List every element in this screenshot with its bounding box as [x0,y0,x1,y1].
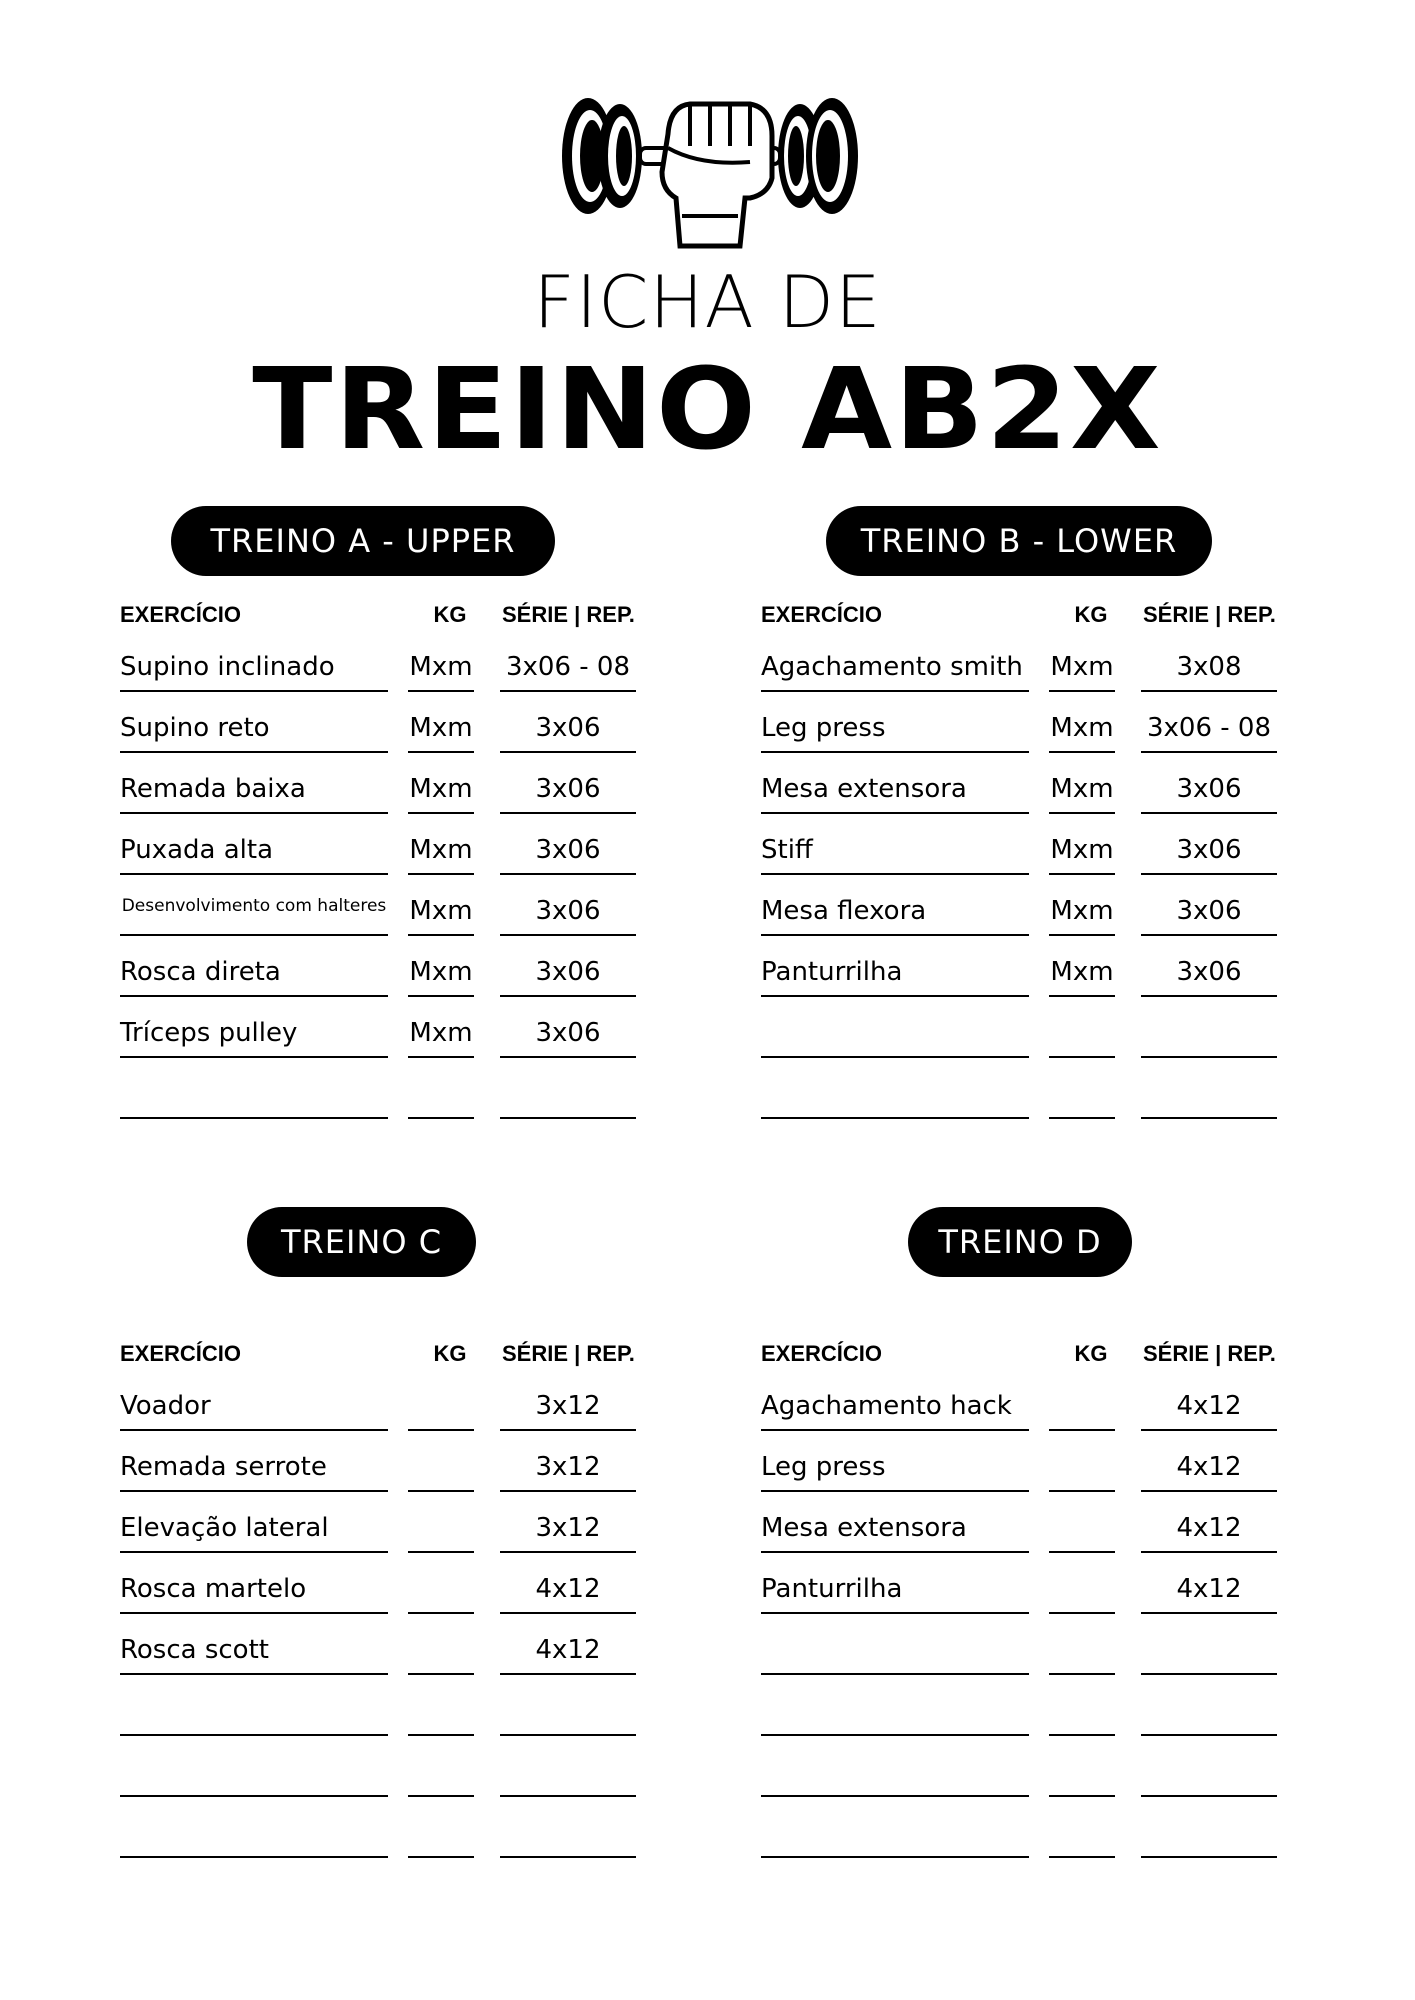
kg-cell[interactable]: Mxm [1049,955,1115,997]
exercise-cell[interactable]: Elevação lateral [120,1511,388,1553]
sets-cell[interactable]: 3x06 - 08 [500,650,636,692]
kg-cell[interactable] [1049,1511,1115,1553]
kg-cell[interactable]: Mxm [408,894,474,936]
exercise-cell[interactable] [120,1694,388,1736]
title-line-2: TREINO AB2X [252,345,1163,475]
kg-cell[interactable] [408,1755,474,1797]
sets-cell[interactable]: 3x06 [1141,894,1277,936]
table-row [120,652,700,692]
exercise-cell[interactable] [761,1755,1029,1797]
exercise-cell[interactable] [761,1694,1029,1736]
sets-cell[interactable]: 4x12 [1141,1450,1277,1492]
kg-cell[interactable]: Mxm [408,833,474,875]
exercise-cell[interactable]: Agachamento smith [761,650,1029,692]
exercise-cell[interactable] [761,1077,1029,1119]
sets-cell[interactable] [500,1755,636,1797]
sets-cell[interactable]: 3x06 [500,1016,636,1058]
table-row [120,1018,700,1058]
table-row [120,1818,700,1858]
table-row [761,1391,1341,1431]
kg-cell[interactable] [1049,1755,1115,1797]
table-row [120,1574,700,1614]
table-row [120,1452,700,1492]
kg-cell[interactable] [1049,1450,1115,1492]
title-line-1: FICHA DE [533,260,882,344]
column-header-exercise: EXERCÍCIO [761,602,883,627]
workout-b-pill: TREINO B - LOWER [826,506,1212,576]
kg-cell[interactable] [408,1572,474,1614]
sets-cell[interactable]: 3x06 [1141,772,1277,814]
exercise-cell[interactable]: Remada serrote [120,1450,388,1492]
table-row [761,1452,1341,1492]
kg-cell[interactable]: Mxm [408,772,474,814]
kg-cell[interactable]: Mxm [1049,711,1115,753]
kg-cell[interactable]: Mxm [408,650,474,692]
table-row [761,835,1341,875]
sets-cell[interactable] [1141,1016,1277,1058]
table-row [761,652,1341,692]
column-header-sets: SÉRIE | REP. [1143,1341,1276,1366]
sets-cell[interactable] [1141,1633,1277,1675]
sets-cell[interactable]: 3x12 [500,1389,636,1431]
sets-cell[interactable]: 3x06 [1141,833,1277,875]
exercise-cell[interactable]: Leg press [761,711,1029,753]
table-row [120,1391,700,1431]
sets-cell[interactable]: 4x12 [500,1572,636,1614]
exercise-cell[interactable]: Stiff [761,833,1029,875]
kg-cell[interactable] [1049,1816,1115,1858]
sets-cell[interactable] [1141,1755,1277,1797]
kg-cell[interactable] [1049,1694,1115,1736]
kg-cell[interactable]: Mxm [1049,650,1115,692]
sets-cell[interactable]: 3x06 [500,955,636,997]
table-row [761,1018,1341,1058]
exercise-cell[interactable] [120,1755,388,1797]
sets-cell[interactable]: 3x06 - 08 [1141,711,1277,753]
sets-cell[interactable]: 4x12 [1141,1389,1277,1431]
exercise-cell[interactable]: Rosca scott [120,1633,388,1675]
exercise-cell[interactable]: Puxada alta [120,833,388,875]
table-row [761,1079,1341,1119]
kg-cell[interactable] [408,1633,474,1675]
table-row [761,957,1341,997]
sets-cell[interactable] [500,1694,636,1736]
table-row [120,774,700,814]
sets-cell[interactable] [500,1816,636,1858]
column-header-exercise: EXERCÍCIO [120,602,242,627]
exercise-cell[interactable]: Panturrilha [761,955,1029,997]
kg-cell[interactable] [408,1816,474,1858]
kg-cell[interactable] [408,1389,474,1431]
exercise-cell[interactable]: Supino inclinado [120,650,388,692]
column-header-kg: KG [433,602,467,627]
exercise-cell[interactable]: Remada baixa [120,772,388,814]
exercise-cell[interactable]: Panturrilha [761,1572,1029,1614]
table-row [761,1574,1341,1614]
sets-cell[interactable]: 3x06 [1141,955,1277,997]
kg-cell[interactable] [408,1077,474,1119]
column-header-sets: SÉRIE | REP. [502,602,635,627]
table-row [761,774,1341,814]
column-header-kg: KG [1074,1341,1108,1366]
exercise-cell[interactable]: Supino reto [120,711,388,753]
kg-cell[interactable]: Mxm [1049,833,1115,875]
table-row [120,1079,700,1119]
dumbbell-fist-icon [550,86,870,256]
column-header-kg: KG [1074,602,1108,627]
sets-cell[interactable] [1141,1077,1277,1119]
table-row [120,1757,700,1797]
sets-cell[interactable]: 3x06 [500,711,636,753]
exercise-cell[interactable] [761,1816,1029,1858]
table-row [761,713,1341,753]
exercise-cell[interactable] [120,1816,388,1858]
kg-cell[interactable] [1049,1077,1115,1119]
kg-cell[interactable]: Mxm [408,711,474,753]
exercise-cell[interactable]: Voador [120,1389,388,1431]
column-header-exercise: EXERCÍCIO [120,1341,242,1366]
kg-cell[interactable]: Mxm [1049,894,1115,936]
table-row [761,1635,1341,1675]
table-row [761,1818,1341,1858]
kg-cell[interactable]: Mxm [408,1016,474,1058]
sets-cell[interactable]: 4x12 [500,1633,636,1675]
kg-cell[interactable] [408,1450,474,1492]
exercise-cell[interactable]: Mesa extensora [761,1511,1029,1553]
table-row [120,713,700,753]
kg-cell[interactable]: Mxm [1049,772,1115,814]
kg-cell[interactable] [1049,1016,1115,1058]
exercise-cell[interactable] [761,1633,1029,1675]
sets-cell[interactable]: 3x12 [500,1511,636,1553]
table-row [761,1757,1341,1797]
kg-cell[interactable]: Mxm [408,955,474,997]
kg-cell[interactable] [1049,1633,1115,1675]
sets-cell[interactable]: 4x12 [1141,1511,1277,1553]
column-header-exercise: EXERCÍCIO [761,1341,883,1366]
workout-c-pill: TREINO C [247,1207,476,1277]
exercise-cell[interactable]: Desenvolvimento com halteres [120,894,388,936]
sets-cell[interactable]: 3x06 [500,772,636,814]
column-header-sets: SÉRIE | REP. [502,1341,635,1366]
sets-cell[interactable] [500,1077,636,1119]
sets-cell[interactable]: 3x06 [500,833,636,875]
workout-a-pill: TREINO A - UPPER [171,506,555,576]
table-row [120,1513,700,1553]
exercise-cell[interactable]: Leg press [761,1450,1029,1492]
exercise-cell[interactable]: Mesa flexora [761,894,1029,936]
column-header-kg: KG [433,1341,467,1366]
table-row [120,1635,700,1675]
sets-cell[interactable]: 4x12 [1141,1572,1277,1614]
exercise-cell[interactable]: Rosca direta [120,955,388,997]
table-row [120,896,700,936]
table-row [761,896,1341,936]
table-row [120,957,700,997]
exercise-cell[interactable] [761,1016,1029,1058]
exercise-cell[interactable]: Agachamento hack [761,1389,1029,1431]
kg-cell[interactable] [408,1511,474,1553]
sets-cell[interactable]: 3x06 [500,894,636,936]
table-row [120,835,700,875]
table-row [761,1696,1341,1736]
exercise-cell[interactable]: Mesa extensora [761,772,1029,814]
sets-cell[interactable]: 3x12 [500,1450,636,1492]
sets-cell[interactable] [1141,1816,1277,1858]
table-row [120,1696,700,1736]
kg-cell[interactable] [1049,1572,1115,1614]
sets-cell[interactable] [1141,1694,1277,1736]
kg-cell[interactable] [1049,1389,1115,1431]
exercise-cell[interactable] [120,1077,388,1119]
sets-cell[interactable]: 3x08 [1141,650,1277,692]
exercise-cell[interactable]: Rosca martelo [120,1572,388,1614]
column-header-sets: SÉRIE | REP. [1143,602,1276,627]
kg-cell[interactable] [408,1694,474,1736]
exercise-cell[interactable]: Tríceps pulley [120,1016,388,1058]
workout-d-pill: TREINO D [908,1207,1132,1277]
table-row [761,1513,1341,1553]
